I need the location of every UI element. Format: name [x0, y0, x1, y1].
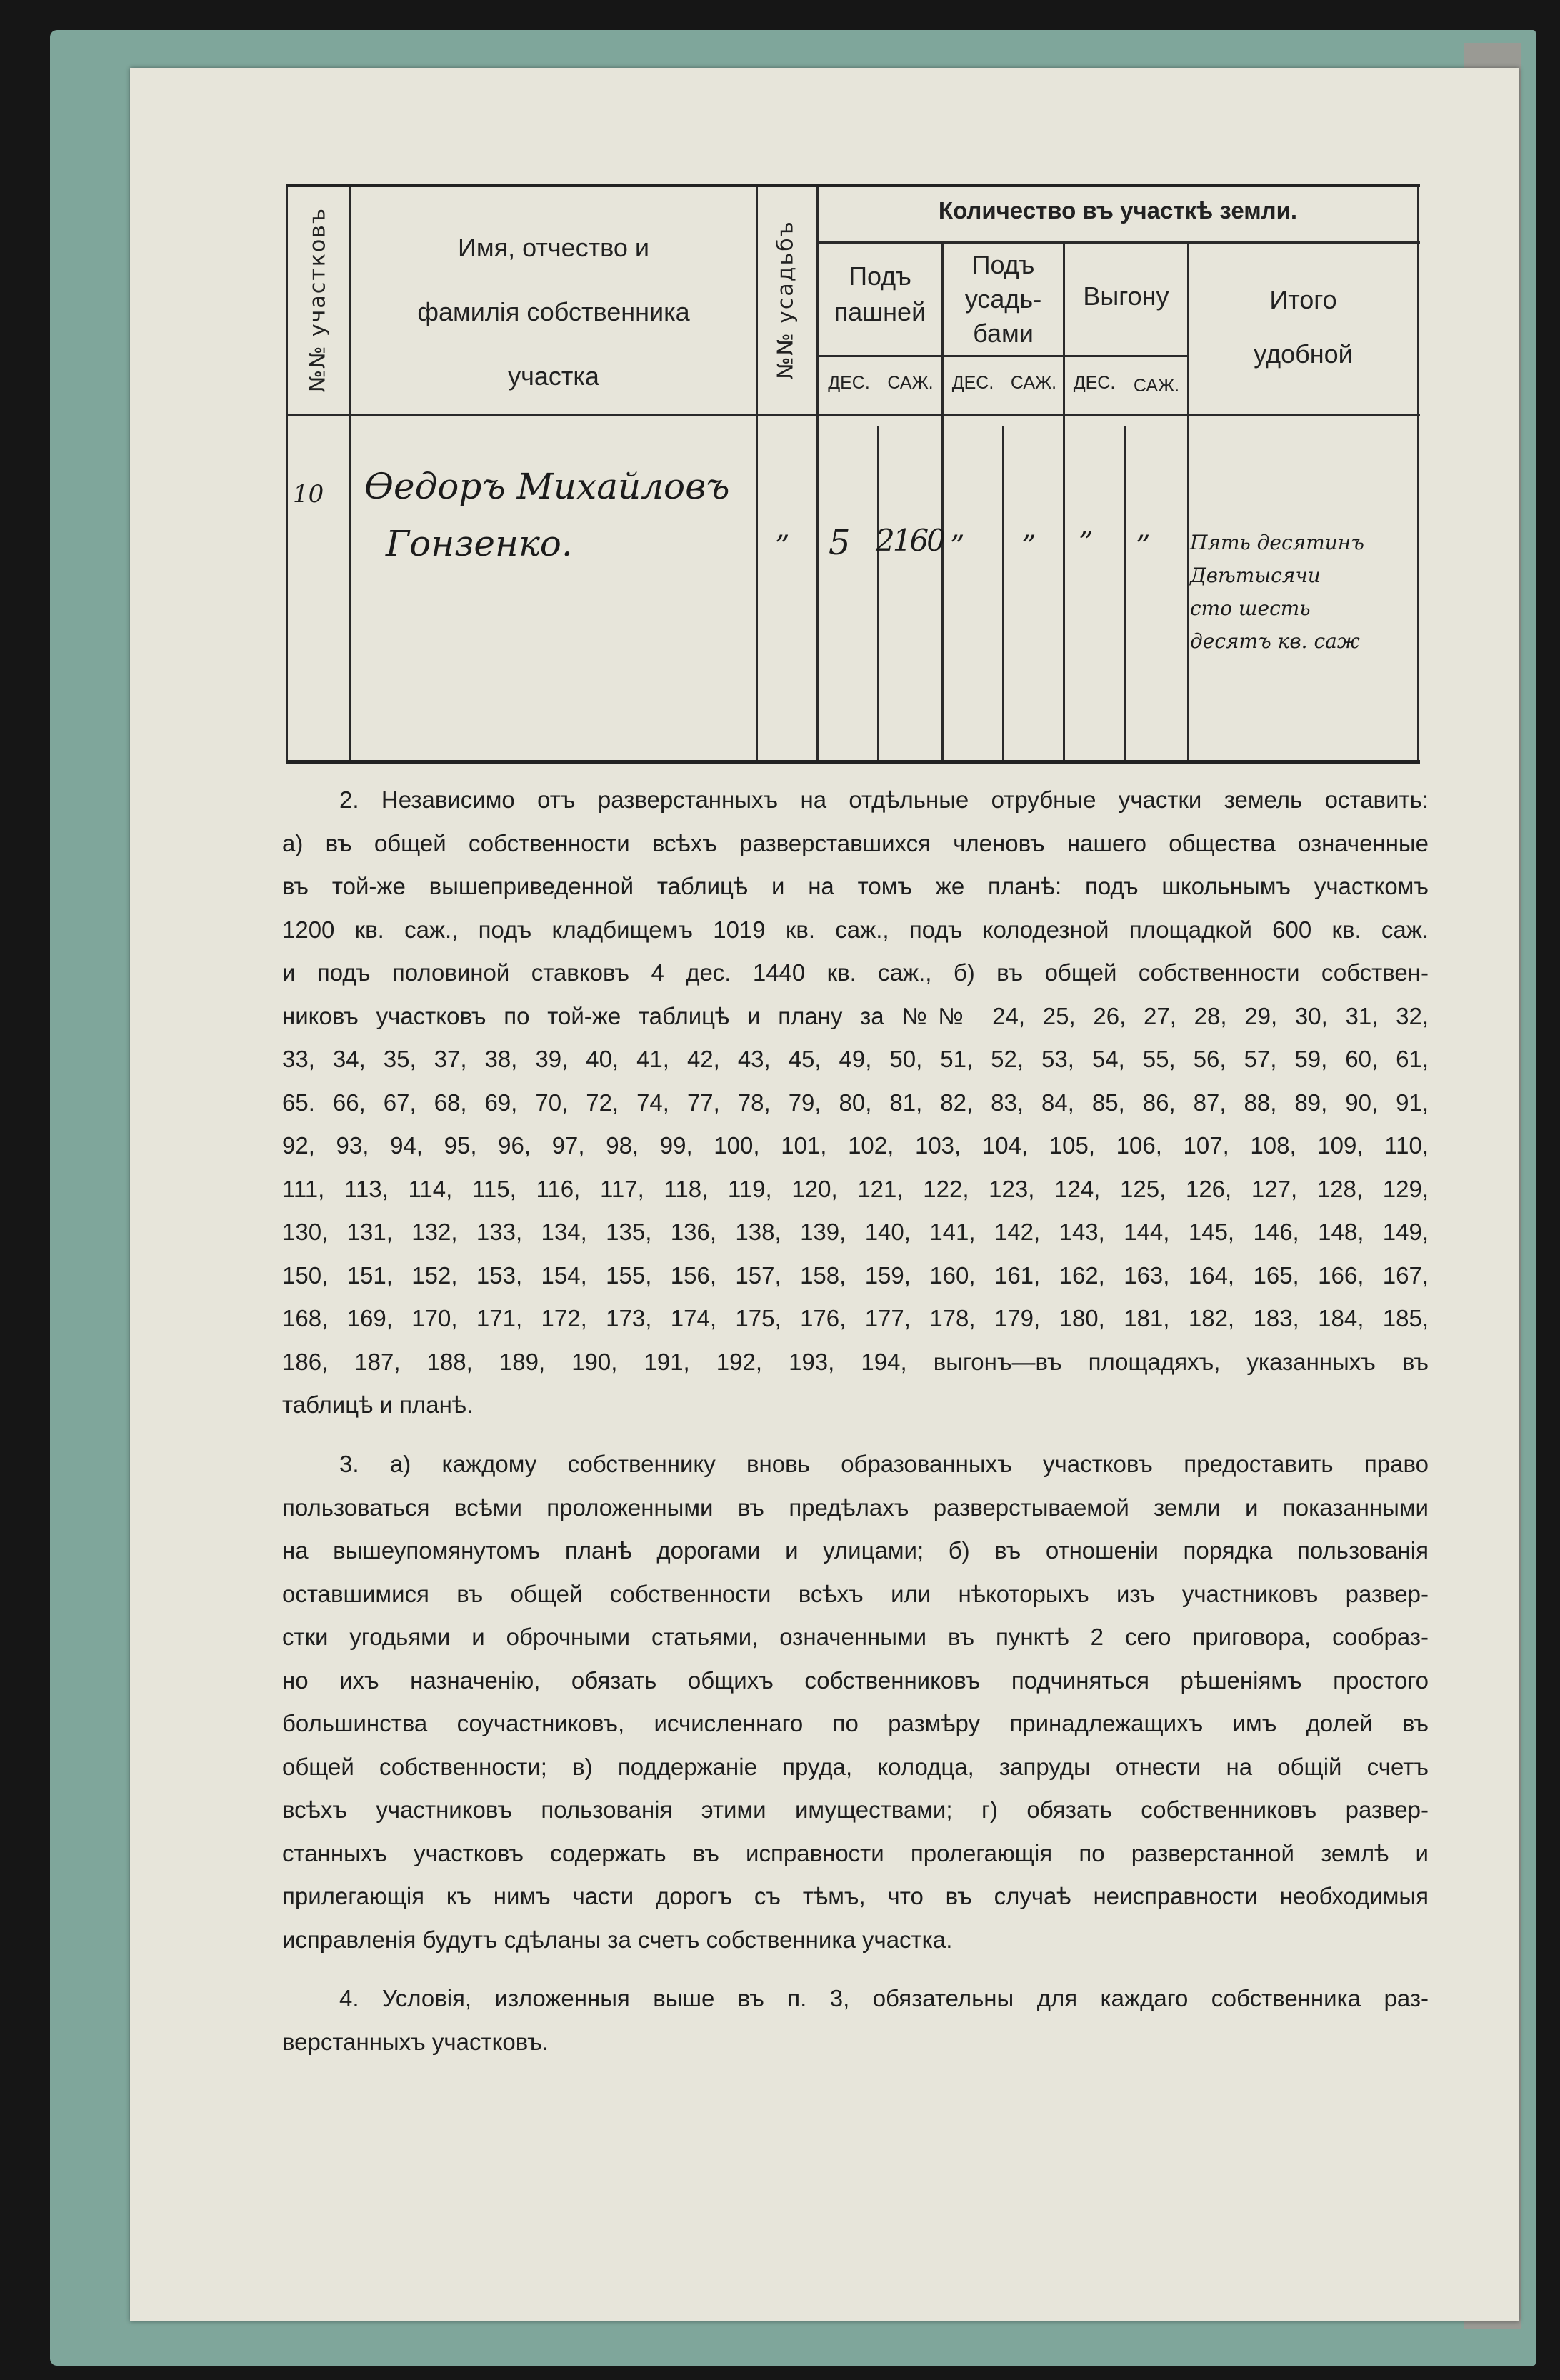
text-line: но ихъ назначенію, обязать общихъ собственниковъ подчиняться рѣшеніямъ простого	[282, 1666, 1429, 1694]
header-plot-number: №№ участковъ	[305, 206, 331, 393]
unit-sazh: САЖ.	[1010, 373, 1057, 393]
paragraph-3	[282, 1443, 1429, 1961]
header-owner-line: фамилія собственника	[417, 297, 690, 326]
text-line: 3. а) каждому собственнику вновь образованныхъ участковъ предоставить право	[339, 1451, 1429, 1477]
text-line: 168, 169, 170, 171, 172, 173, 174, 175, 176, 177, 178, 179, 180, 181, 182, 183, 184, 185,	[282, 1305, 1429, 1331]
unit-des: ДЕС.	[828, 373, 870, 393]
text-line: 130, 131, 132, 133, 134, 135, 136, 138, 139, 140, 141, 142, 143, 144, 145, 146, 148, 149,	[282, 1219, 1429, 1245]
total-line: Двѣтысячи	[1190, 564, 1321, 587]
unit-sazh: САЖ.	[1133, 376, 1180, 396]
text-line: 92, 93, 94, 95, 96, 97, 98, 99, 100, 101, 102, 103, 104, 105, 106, 107, 108, 109, 110,	[282, 1132, 1429, 1159]
text-line: 4. Условія, изложенныя выше въ п. 3, обязательны для каждаго собственника раз-	[339, 1985, 1429, 2011]
header-owner-line: Имя, отчество и	[458, 233, 649, 262]
text-line: станныхъ участковъ содержать въ исправности пролегающія по разверстанной землѣ и	[282, 1839, 1429, 1866]
text-line: 2. Независимо отъ разверстанныхъ на отдѣльные отрубные участки земель оставить:	[339, 786, 1429, 813]
unit-des: ДЕС.	[951, 373, 994, 393]
total-line: Пять десятинъ	[1190, 531, 1364, 554]
header-land-quantity: Количество въ участкѣ земли.	[938, 197, 1298, 224]
text-line: 186, 187, 188, 189, 190, 191, 192, 193, 194, выгонъ—въ площадяхъ, указанныхъ въ	[282, 1348, 1429, 1375]
header-text: бами	[973, 319, 1034, 348]
total-line: сто шесть	[1190, 596, 1311, 620]
text-line: пользоваться всѣми проложенными въ предѣлахъ разверстываемой земли и показанными	[282, 1494, 1429, 1521]
text-line: верстанныхъ участковъ.	[282, 2028, 549, 2055]
cell-estates-sazh: ”	[1021, 530, 1036, 563]
text-line: 1200 кв. саж., подъ кладбищемъ 1019 кв. саж., подъ колодезной площадкой 600 кв. саж.	[282, 916, 1429, 943]
total-line: десятъ кв. саж	[1190, 629, 1360, 653]
text-line: 111, 113, 114, 115, 116, 117, 118, 119, 120, 121, 122, 123, 124, 125, 126, 127, 128, 129,	[282, 1175, 1429, 1202]
header-pasture: Выгону	[1083, 281, 1169, 311]
text-line: никовъ участковъ по той-же таблицѣ и плану за №№ 24, 25, 26, 27, 28, 29, 30, 31, 32,	[282, 1002, 1429, 1029]
header-owner-name	[354, 216, 754, 409]
text-line: таблицѣ и планѣ.	[282, 1391, 474, 1418]
cell-arable-sazh: 2160	[876, 523, 944, 558]
header-text: Итого	[1269, 285, 1337, 314]
cell-estate-number: ”	[775, 530, 790, 563]
header-text: усадь-	[964, 284, 1042, 314]
header-text: пашней	[834, 297, 926, 326]
cell-owner-line2: Гонзенко.	[386, 523, 573, 564]
cell-arable-des: 5	[829, 523, 851, 563]
header-text: Подъ	[971, 250, 1035, 279]
unit-des: ДЕС.	[1073, 373, 1116, 393]
text-line: стки угодьями и оброчными статьями, означенными въ пунктѣ 2 сего приговора, сообраз-	[282, 1624, 1429, 1650]
paragraph-4	[282, 1977, 1429, 2064]
cell-pasture-des: ”	[1079, 526, 1094, 559]
text-line: прилегающія къ нимъ части дорогъ съ тѣмъ, что въ случаѣ неисправности необходимыя	[282, 1883, 1429, 1909]
unit-sazh: САЖ.	[887, 373, 934, 393]
text-line: 65. 66, 67, 68, 69, 70, 72, 74, 77, 78, 79, 80, 81, 82, 83, 84, 85, 86, 87, 88, 89, 90, 91,	[282, 1089, 1429, 1116]
header-estates	[944, 248, 1063, 351]
text-line: 150, 151, 152, 153, 154, 155, 156, 157, 158, 159, 160, 161, 162, 163, 164, 165, 166, 167,	[282, 1261, 1429, 1289]
header-arable	[819, 259, 941, 330]
text-line: всѣхъ участниковъ пользованія этими имуществами; г) обязать собственниковъ развер-	[282, 1796, 1429, 1823]
text-line: оставшимися въ общей собственности всѣхъ или нѣкоторыхъ изъ участниковъ развер-	[282, 1580, 1429, 1607]
cell-pasture-sazh: ”	[1136, 530, 1151, 563]
header-total	[1189, 273, 1417, 381]
text-line: въ той-же вышеприведенной таблицѣ и на томъ же планѣ: подъ школьнымъ участкомъ	[282, 873, 1429, 899]
text-line: и подъ половиной ставковъ 4 дес. 1440 кв. саж., б) въ общей собственности собствен-	[282, 959, 1429, 986]
text-line: 33, 34, 35, 37, 38, 39, 40, 41, 42, 43, 45, 49, 50, 51, 52, 53, 54, 55, 56, 57, 59, 60, 61,	[282, 1046, 1429, 1072]
text-line: общей собственности; в) поддержаніе пруда, колодца, запруды отнести на общій счетъ	[282, 1753, 1429, 1780]
header-text: удобной	[1254, 339, 1353, 369]
cell-owner-line1: Ѳедоръ Михайловъ	[364, 466, 730, 507]
cell-total	[1190, 526, 1364, 658]
paragraph-2	[282, 779, 1429, 1427]
text-line: большинства соучастниковъ, исчисленнаго по размѣру принадлежащихъ имъ долей въ	[282, 1710, 1429, 1736]
header-text: Подъ	[849, 261, 911, 291]
header-owner-line: участка	[508, 361, 599, 391]
cell-plot-number: 10	[293, 480, 324, 509]
cell-estates-des: ”	[950, 530, 965, 563]
header-estate-number: №№ усадьбъ	[773, 220, 799, 379]
text-line: а) въ общей собственности всѣхъ разверставшихся членовъ нашего общества означенные	[282, 829, 1429, 856]
text-line: на вышеупомянутомъ планѣ дорогами и улицами; б) въ отношеніи порядка пользованія	[282, 1537, 1429, 1564]
text-line: исправленія будутъ сдѣланы за счетъ собственника участка.	[282, 1926, 953, 1953]
land-table	[286, 184, 1420, 764]
